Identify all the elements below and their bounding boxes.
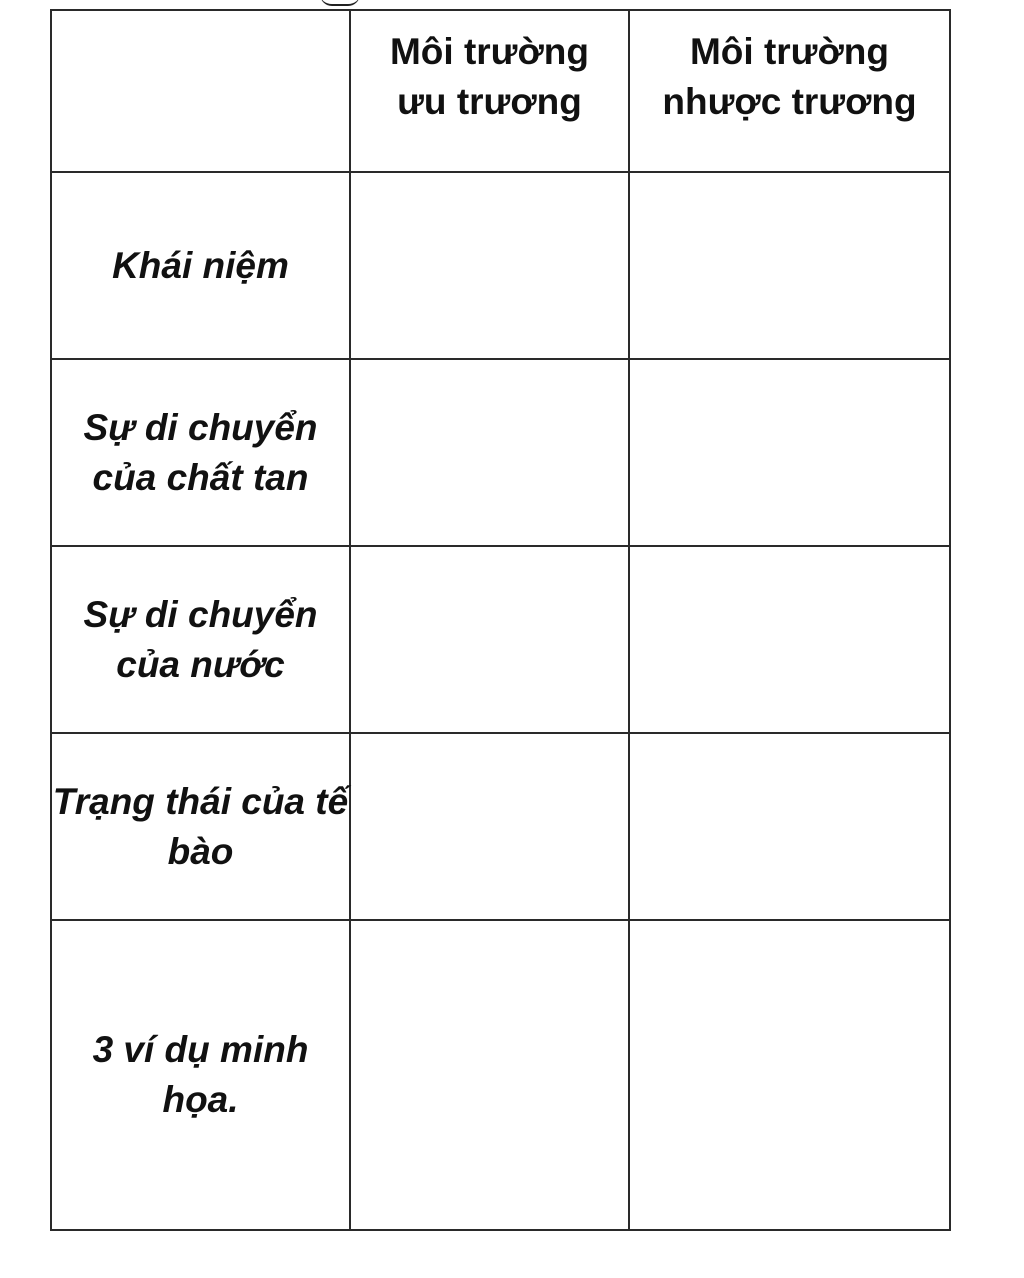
row-label-cell-state: Trạng thái của tế bào	[51, 733, 350, 920]
header-hypertonic: Môi trường ưu trương	[350, 10, 629, 172]
table-row	[51, 546, 950, 733]
header-hypotonic: Môi trường nhược trương	[629, 10, 950, 172]
answer-cell-hypertonic[interactable]	[350, 920, 629, 1230]
answer-cell-hypertonic[interactable]	[350, 359, 629, 546]
answer-cell-hypotonic[interactable]	[629, 546, 950, 733]
table-row	[51, 733, 950, 920]
answer-cell-hypertonic[interactable]	[350, 733, 629, 920]
row-label-concept: Khái niệm	[51, 172, 350, 359]
header-empty-cell	[51, 10, 350, 172]
comparison-table	[50, 9, 951, 1231]
row-label-water-movement: Sự di chuyển của nước	[51, 546, 350, 733]
table-row	[51, 920, 950, 1230]
cropped-text-fragment	[320, 0, 360, 6]
answer-cell-hypotonic[interactable]	[629, 359, 950, 546]
answer-cell-hypotonic[interactable]	[629, 172, 950, 359]
answer-cell-hypertonic[interactable]	[350, 546, 629, 733]
answer-cell-hypotonic[interactable]	[629, 920, 950, 1230]
row-label-examples: 3 ví dụ minh họa.	[51, 920, 350, 1230]
answer-cell-hypotonic[interactable]	[629, 733, 950, 920]
table-header-row	[51, 10, 950, 172]
table-row	[51, 359, 950, 546]
answer-cell-hypertonic[interactable]	[350, 172, 629, 359]
table-row	[51, 172, 950, 359]
row-label-solute-movement: Sự di chuyển của chất tan	[51, 359, 350, 546]
